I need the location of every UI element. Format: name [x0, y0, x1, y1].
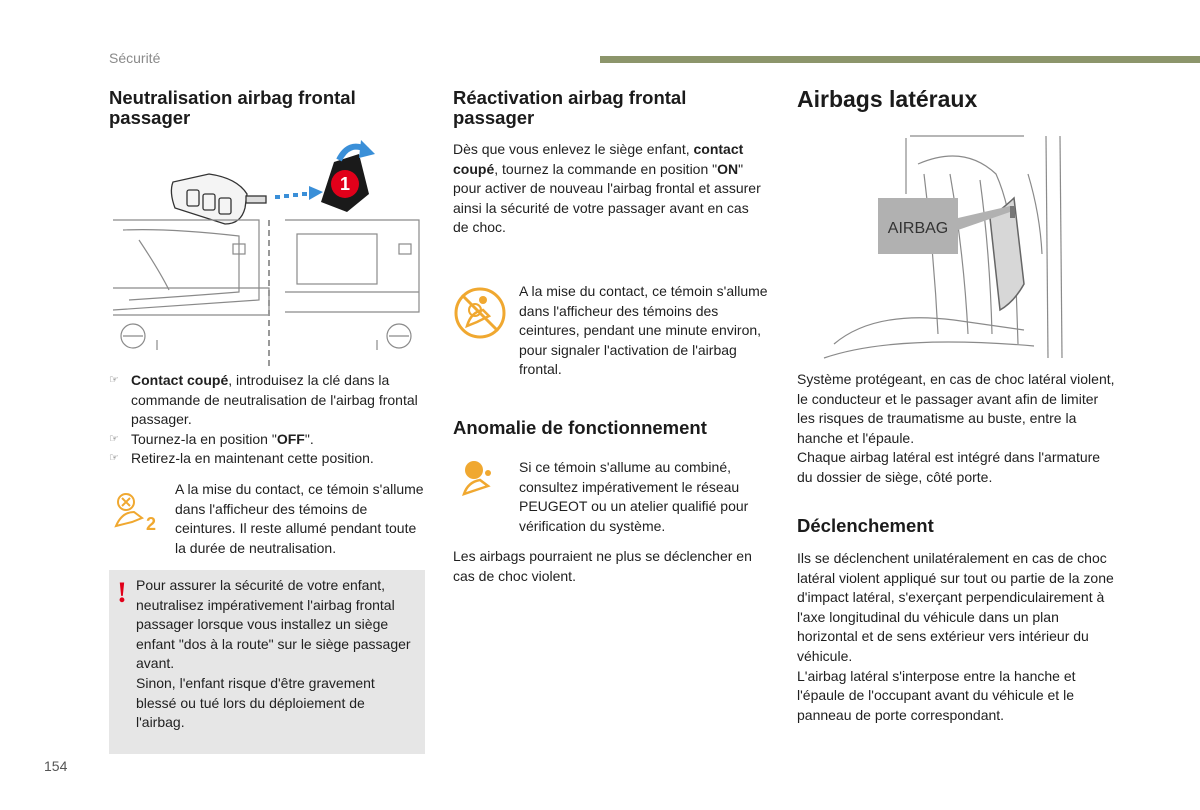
- warning-box: [109, 570, 425, 754]
- col3-subtitle: Déclenchement: [797, 515, 934, 536]
- pointing-hand-icon: ☞: [109, 452, 119, 465]
- page-number: 154: [44, 758, 68, 774]
- list-item: ☞ Tournez-la en position "OFF".: [109, 430, 419, 450]
- glovebox-illustration: [109, 140, 429, 368]
- col1-title: Neutralisation airbag frontal passager: [109, 87, 356, 128]
- airbag-switch-icon: [321, 154, 369, 212]
- warning-icon: !: [117, 576, 127, 609]
- col3-deployment-text: [797, 549, 1117, 725]
- col3-paragraph-4: L'airbag latéral s'interpose entre la hanche et l'épaule de l'occupant avant du véhicule et le panneau de porte correspondant.: [797, 667, 1076, 723]
- warning-text: Pour assurer la sécurité de votre enfant, neutralisez impérativement l'airbag frontal passager lorsque vous installez un siège enfant "dos à la route" sur le siège passager avant.: [136, 577, 411, 672]
- col2-indicator-text: A la mise du contact, ce témoin s'allume dans l'afficheur des témoins des ceintures, pendant une minute environ, pour signaler l'activation de l'airbag frontal.: [519, 283, 768, 378]
- airbag-label: AIRBAG: [887, 220, 949, 237]
- anomaly-text: Si ce témoin s'allume au combiné, consultez impérativement le réseau PEUGEOT ou un atelier qualifié pour vérification du système.: [519, 459, 749, 534]
- col1-indicator-text: A la mise du contact, ce témoin s'allume dans l'afficheur des témoins de ceintures. Il reste allumé pendant toute la durée de neutralisation.: [175, 481, 424, 556]
- header-accent-bar: [600, 56, 1200, 63]
- side-airbag-illustration: [814, 134, 1114, 360]
- col3-paragraph-3: Ils se déclenchent unilatéralement en cas de choc latéral violent appliqué sur tout ou partie de la zone d'impact latéral, s'exerçant perpendiculairement à l'axe longitudinal du véhicule dans un plan horizontal et de sens extérieur vers intérieur du véhicule.: [797, 550, 1114, 664]
- col3-paragraph-1: Système protégeant, en cas de choc latéral violent, le conducteur et le passager avant afin de limiter les risques de traumatisme au buste, entre la hanche et l'épaule.: [797, 371, 1115, 446]
- key-number: 1: [339, 174, 351, 194]
- airbag-off-icon: [112, 488, 162, 538]
- list-item: ☞ Contact coupé, introduisez la clé dans la commande de neutralisation de l'airbag frontal passager.: [109, 372, 418, 428]
- col2-title: Réactivation airbag frontal passager: [453, 87, 687, 128]
- col1-instructions: [109, 371, 419, 469]
- col3-description: [797, 370, 1117, 488]
- car-key-icon: [171, 174, 266, 224]
- airbag-fault-icon: [460, 460, 502, 496]
- indicator-number: 2: [146, 514, 157, 534]
- warning-text-consequence: Sinon, l'enfant risque d'être gravement blessé ou tué lors du déploiement de l'airbag.: [136, 674, 375, 731]
- anomaly-title: Anomalie de fonctionnement: [453, 417, 707, 438]
- airbag-on-icon: [453, 286, 507, 340]
- list-item: ☞ Retirez-la en maintenant cette position.: [109, 449, 419, 469]
- pointing-hand-icon: ☞: [109, 432, 119, 445]
- col2-intro: Dès que vous enlevez le siège enfant, contact coupé, tournez la commande en position "ON" pour activer de nouveau l'airbag frontal et assurer ainsi la sécurité de votre passager avant en cas de choc.: [453, 141, 761, 236]
- section-label: Sécurité: [109, 50, 161, 66]
- col2-closing-text: Les airbags pourraient ne plus se déclencher en cas de choc violent.: [453, 548, 752, 584]
- col3-paragraph-2: Chaque airbag latéral est intégré dans l'armature du dossier de siège, côté porte.: [797, 449, 1101, 485]
- col3-title: Airbags latéraux: [797, 86, 978, 112]
- pointing-hand-icon: ☞: [109, 374, 119, 386]
